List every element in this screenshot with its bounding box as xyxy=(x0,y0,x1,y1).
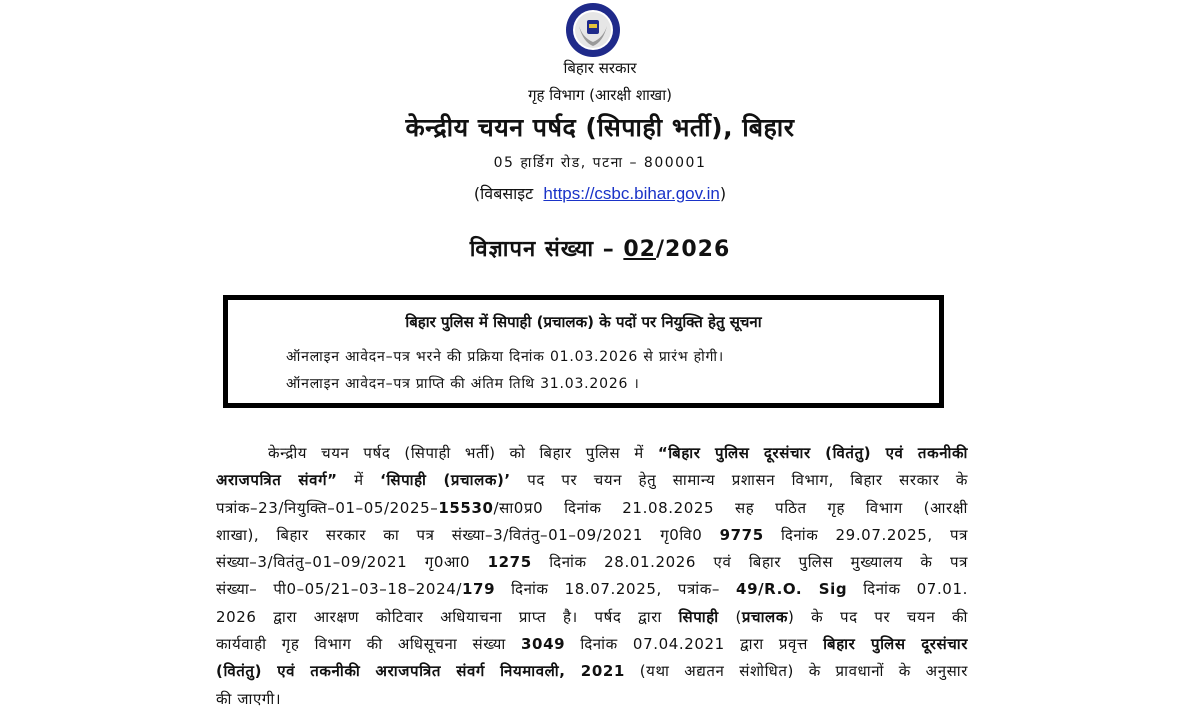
advertisement-label: विज्ञापन संख्या – xyxy=(469,237,615,262)
body-line: कार्यवाही गृह विभाग की अधिसूचना संख्या 3049 दिनांक 07.04.2021 द्वारा प्रवृत्त बिहार पुलिस दूरसंचार xyxy=(216,635,968,654)
website-line xyxy=(0,182,1200,204)
body-paragraph xyxy=(216,440,968,713)
bihar-police-emblem-icon xyxy=(565,2,621,58)
body-line: पत्रांक–23/नियुक्ति–01–05/2025–15530/सा0प्र0 दिनांक 21.08.2025 सह पठित गृह विभाग (आरक्षी xyxy=(216,498,968,517)
body-line: केन्द्रीय चयन पर्षद (सिपाही भर्ती) को बिहार पुलिस में “बिहार पुलिस दूरसंचार (वितंतु) एवं तकनीकी xyxy=(268,444,969,462)
website-prefix: (विबसाइट xyxy=(473,184,534,203)
government-name: बिहार सरकार xyxy=(563,59,637,77)
body-line: शाखा), बिहार सरकार का पत्र संख्या–3/वितंतु–01–09/2021 गृ0वि0 9775 दिनांक 29.07.2025, पत्र xyxy=(216,525,968,544)
advertisement-year: /2026 xyxy=(656,237,731,262)
advertisement-num: 02 xyxy=(623,237,656,262)
notice-last-date: ऑनलाइन आवेदन–पत्र प्राप्ति की अंतिम तिथि 31.03.2026 । xyxy=(286,376,640,392)
body-line: (वितंतु) एवं तकनीकी अराजपत्रित संवर्ग नियमावली, 2021 (यथा अद्यतन संशोधित) के प्रावधानों के अनुसार xyxy=(216,662,968,681)
website-link[interactable]: https://csbc.bihar.gov.in xyxy=(543,184,720,203)
notice-start-date: ऑनलाइन आवेदन–पत्र भरने की प्रक्रिया दिनांक 01.03.2026 से प्रारंभ होगी। xyxy=(286,349,724,365)
body-line: संख्या–3/वितंतु–01–09/2021 गृ0आ0 1275 दिनांक 28.01.2026 एवं बिहार पुलिस मुख्यालय के पत्र xyxy=(216,553,968,572)
notice-title: बिहार पुलिस में सिपाही (प्रचालक) के पदों पर नियुक्ति हेतु सूचना xyxy=(405,313,762,331)
notice-box xyxy=(223,295,944,408)
body-line: अराजपत्रित संवर्ग” में ‘सिपाही (प्रचालक)’ पद पर चयन हेतु सामान्य प्रशासन विभाग, बिहार सरकार के xyxy=(216,471,968,490)
advertisement-number xyxy=(0,233,1200,263)
website-suffix: ) xyxy=(719,184,727,203)
board-title: केन्द्रीय चयन पर्षद (सिपाही भर्ती), बिहार xyxy=(405,113,795,142)
body-line: की जाएगी। xyxy=(216,689,282,708)
department-name: गृह विभाग (आरक्षी शाखा) xyxy=(528,86,672,104)
address: 05 हार्डिग रोड, पटना – 800001 xyxy=(493,155,707,171)
body-line: 2026 द्वारा आरक्षण कोटिवार अधियाचना प्राप्त है। पर्षद द्वारा सिपाही (प्रचालक) के पद पर चयन की xyxy=(216,607,968,626)
body-line: संख्या– पी0–05/21–03–18–2024/179 दिनांक 18.07.2025, पत्रांक– 49/R.O. Sig दिनांक 07.01. xyxy=(216,580,968,599)
